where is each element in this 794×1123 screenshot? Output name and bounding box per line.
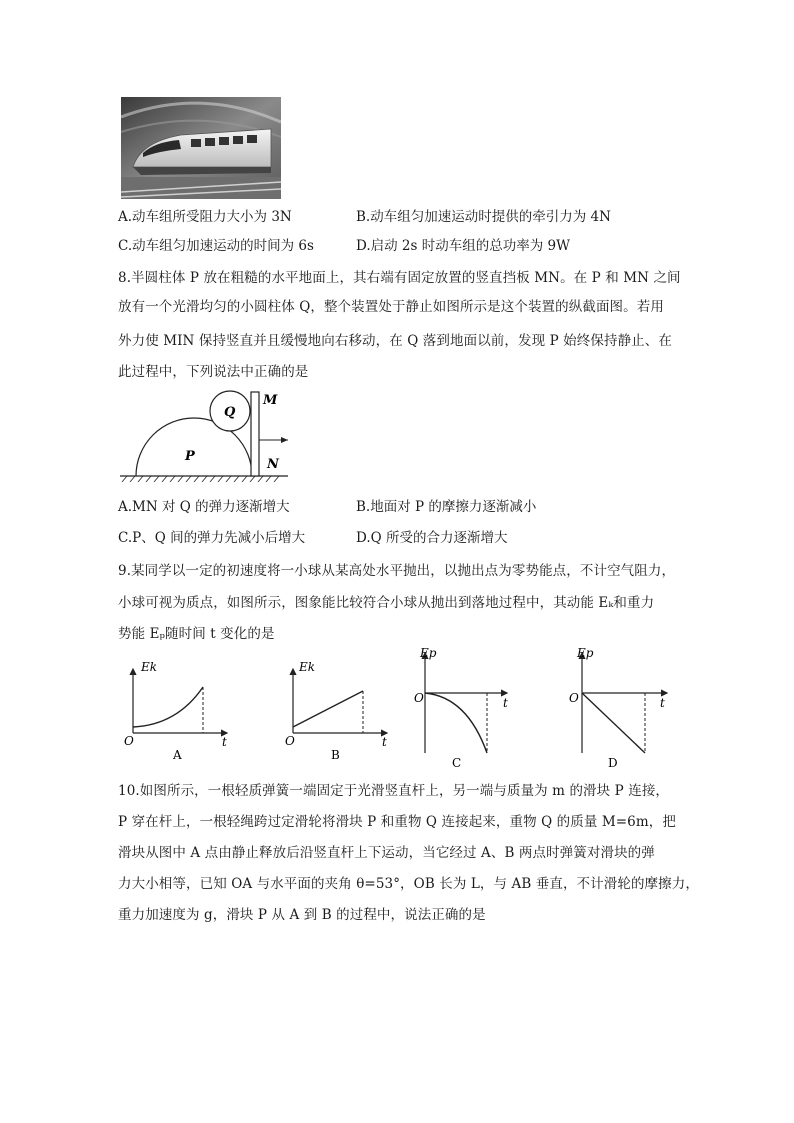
label-n: N <box>267 457 279 472</box>
q8-stem-line-2: 放有一个光滑均匀的小圆柱体 Q，整个装置处于静止如图所示是这个装置的纵截面图。若用 <box>118 299 664 315</box>
label-p: P <box>185 449 195 464</box>
q10-stem-line-4: 力大小相等，已知 OA 与水平面的夹角 θ=53°，OB 长为 L，与 AB 垂直，不计滑轮的摩擦力， <box>118 876 699 892</box>
svg-text:t: t <box>660 696 665 710</box>
svg-text:O: O <box>124 734 134 748</box>
graph-d <box>569 647 667 767</box>
q8-option-a: A.MN 对 Q 的弹力逐渐增大 <box>118 499 290 515</box>
q7-option-a: A.动车组所受阻力大小为 3N <box>118 209 292 225</box>
svg-text:C: C <box>452 756 462 767</box>
q8-option-d: D.Q 所受的合力逐渐增大 <box>356 530 508 546</box>
svg-text:t: t <box>382 735 387 749</box>
q8-stem-line-1: 8.半圆柱体 P 放在粗糙的水平地面上，其右端有固定放置的竖直挡板 MN。在 P 和 MN 之间 <box>118 270 681 286</box>
svg-text:D: D <box>608 756 618 767</box>
svg-text:A: A <box>173 748 182 762</box>
q7-option-b: B.动车组匀加速运动时提供的牵引力为 4N <box>356 209 611 225</box>
graph-c <box>414 647 508 767</box>
q7-option-d: D.启动 2s 时动车组的总功率为 9W <box>356 238 570 254</box>
svg-text:Ek: Ek <box>299 660 316 674</box>
q8-option-c: C.P、Q 间的弹力先减小后增大 <box>118 530 306 546</box>
train-photo <box>121 97 281 199</box>
q10-stem-line-1: 10.如图所示，一根轻质弹簧一端固定于光滑竖直杆上，另一端与质量为 m 的滑块 P 连接， <box>118 783 670 799</box>
svg-text:t: t <box>503 696 508 710</box>
q8-stem-line-3: 外力使 MIN 保持竖直并且缓慢地向右移动，在 Q 落到地面以前，发现 P 始终保持静止、在 <box>118 333 672 349</box>
q9-stem-line-3: 势能 Eₚ随时间 t 变化的是 <box>118 626 275 642</box>
q10-stem-line-2: P 穿在杆上，一根轻绳跨过定滑轮将滑块 P 和重物 Q 连接起来，重物 Q 的质量 M=6m，把 <box>118 814 676 830</box>
q8-figure <box>118 388 303 484</box>
q8-stem-line-4: 此过程中，下列说法中正确的是 <box>118 364 309 380</box>
q10-stem-line-5: 重力加速度为 g，滑块 P 从 A 到 B 的过程中，说法正确的是 <box>118 907 486 923</box>
graph-b <box>285 660 387 762</box>
svg-text:O: O <box>285 734 295 748</box>
svg-text:Ep: Ep <box>577 647 594 660</box>
label-q: Q <box>224 405 236 420</box>
board-mn <box>251 392 259 476</box>
label-m: M <box>263 393 278 408</box>
svg-text:Ek: Ek <box>141 660 158 674</box>
q8-option-b: B.地面对 P 的摩擦力逐渐减小 <box>356 499 537 515</box>
q9-stem-line-2: 小球可视为质点，如图所示，图象能比较符合小球从抛出到落地过程中，其动能 Eₖ和重力 <box>118 595 655 611</box>
svg-text:O: O <box>569 691 579 705</box>
graph-a <box>124 660 227 762</box>
svg-text:O: O <box>414 691 424 705</box>
svg-text:t: t <box>222 735 227 749</box>
q9-graphs <box>115 647 675 767</box>
q7-option-c: C.动车组匀加速运动的时间为 6s <box>118 238 314 254</box>
q10-stem-line-3: 滑块从图中 A 点由静止释放后沿竖直杆上下运动，当它经过 A、B 两点时弹簧对滑块的弹 <box>118 845 655 861</box>
q9-stem-line-1: 9.某同学以一定的初速度将一小球从某高处水平抛出，以抛出点为零势能点，不计空气阻力， <box>118 563 676 579</box>
svg-text:B: B <box>331 748 340 762</box>
svg-text:Ep: Ep <box>420 647 437 660</box>
